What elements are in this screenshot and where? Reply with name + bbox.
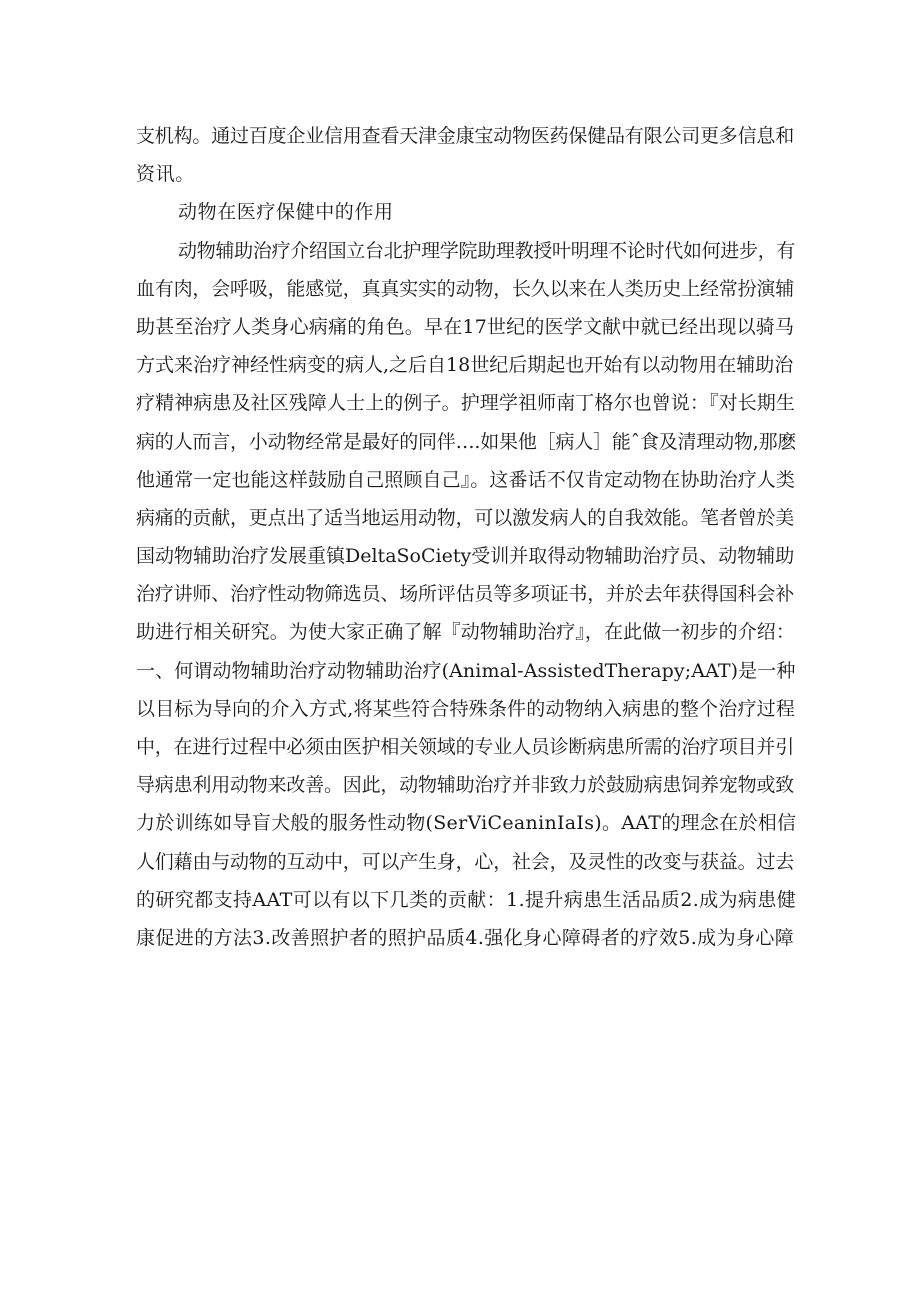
text-line: 资讯。 xyxy=(136,163,195,186)
text-line: 助进行相关研究。为使大家正确了解『动物辅助治疗』，在此做一初步的介绍： xyxy=(136,621,796,644)
text-line: 的研究都支持AAT可以有以下几类的贡献：1.提升病患生活品质2.成为病患健 xyxy=(136,888,796,911)
text-line: 一、何谓动物辅助治疗动物辅助治疗(Animal-AssistedTherapy;AAT)是一种 xyxy=(136,659,796,682)
text-line: 人们藉由与动物的互动中，可以产生身，心，社会，及灵性的改变与获益。过去 xyxy=(136,850,795,873)
text-line: 动物在医疗保健中的作用 xyxy=(178,201,394,224)
body-text xyxy=(136,117,796,957)
text-line: 力於训练如导盲犬般的服务性动物(SerViCeaninIaIs)。AAT的理念在於相信 xyxy=(136,812,796,835)
text-line: 国动物辅助治疗发展重镇DeltaSoCiety受训并取得动物辅助治疗员、动物辅助 xyxy=(136,545,795,568)
text-line: 动物辅助治疗介绍国立台北护理学院助理教授叶明理不论时代如何进步，有 xyxy=(178,239,796,262)
text-line: 支机构。通过百度企业信用查看天津金康宝动物医药保健品有限公司更多信息和 xyxy=(136,125,795,147)
text-line: 康促进的方法3.改善照护者的照护品质4.强化身心障碍者的疗效5.成为身心障 xyxy=(136,926,795,949)
text-line: 疗精神病患及社区残障人士上的例子。护理学祖师南丁格尔也曾说：『对长期生 xyxy=(136,392,796,415)
text-line: 血有肉，会呼吸，能感觉，真真实实的动物，长久以来在人类历史上经常扮演辅 xyxy=(136,277,795,300)
text-line: 病的人而言，小动物经常是最好的同伴….如果他［病人］能ˆ食及清理动物,那麽 xyxy=(136,430,796,453)
text-line: 中，在进行过程中必须由医护相关领域的专业人员诊断病患所需的治疗项目并引 xyxy=(136,736,795,758)
text-line: 以目标为导向的介入方式,将某些符合特殊条件的动物纳入病患的整个治疗过程 xyxy=(136,697,796,720)
text-line: 导病患利用动物来改善。因此，动物辅助治疗并非致力於鼓励病患饲养宠物或致 xyxy=(136,774,795,797)
text-line: 治疗讲师、治疗性动物筛选员、场所评估员等多项证书，并於去年获得国科会补 xyxy=(136,583,795,606)
text-line: 病痛的贡献，更点出了适当地运用动物，可以激发病人的自我效能。笔者曾於美 xyxy=(136,506,795,529)
text-line: 助甚至治疗人类身心病痛的角色。早在17世纪的医学文献中就已经出现以骑马 xyxy=(136,315,795,338)
text-line: 方式来治疗神经性病变的病人,之后自18世纪后期起也开始有以动物用在辅助治 xyxy=(136,354,794,377)
text-line: 他通常一定也能这样鼓励自己照顾自己』。这番话不仅肯定动物在协助治疗人类 xyxy=(136,468,796,491)
